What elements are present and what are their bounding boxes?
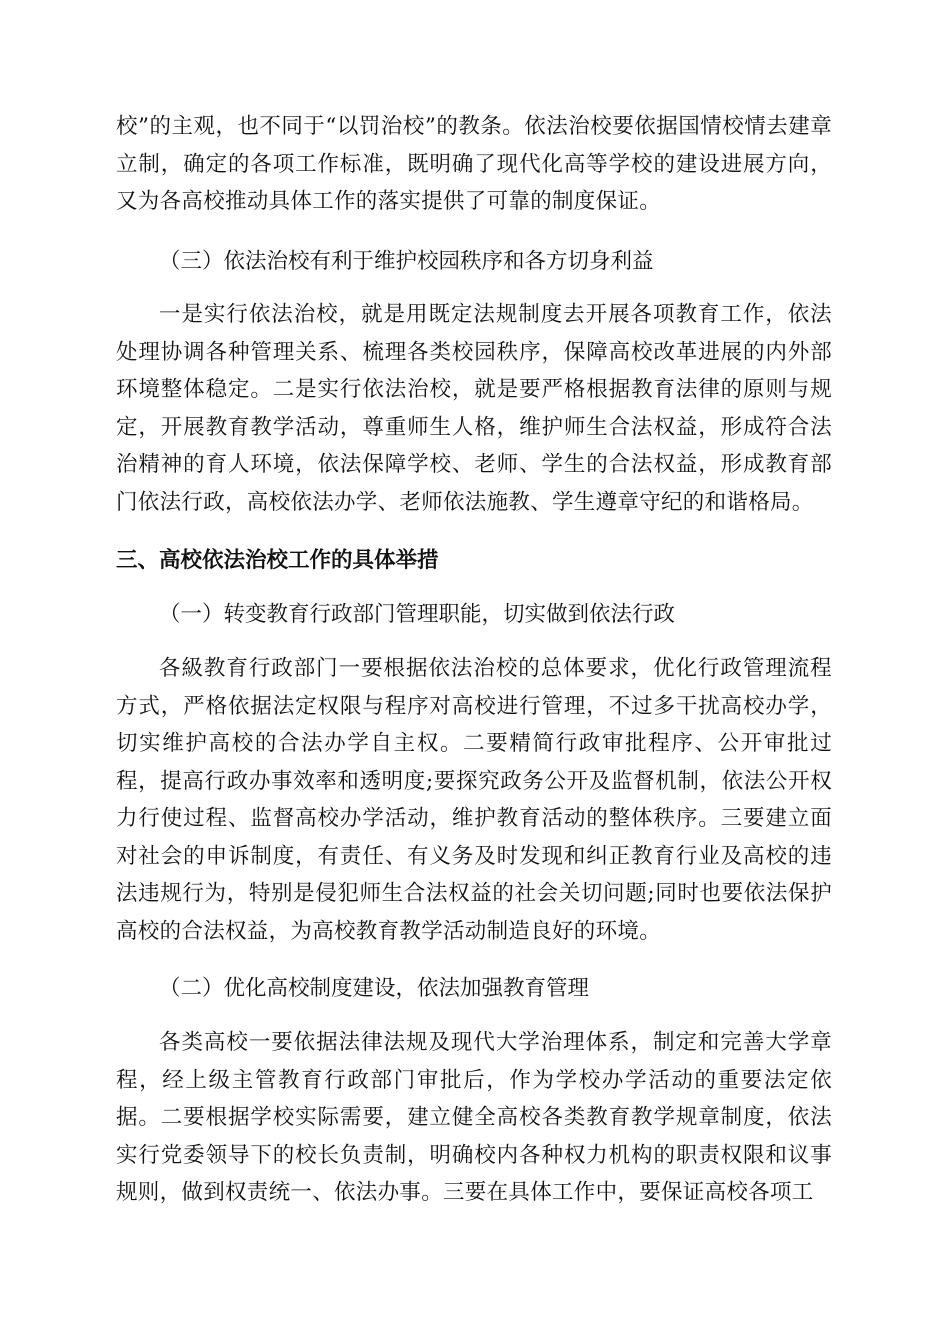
- subheading-1: （一）转变教育行政部门管理职能，切实做到依法行政: [159, 602, 676, 627]
- section-heading: 三、高校依法治校工作的具体举措: [116, 548, 439, 573]
- subheading-2: （二）优化高校制度建设，依法加强教育管理: [159, 976, 590, 1001]
- paragraph-continuation: 校”的主观，也不同于“以罚治校”的教条。依法治校要依据国情校情去建章立制，确定的各项工作标准，既明确了现代化高等学校的建设进展方向，又为各高校推动具体工作的落实提供了可靠的制度保证。: [116, 114, 832, 214]
- paragraph-3: 一是实行依法治校，就是用既定法规制度去开展各项教育工作，依法处理协调各种管理关系、梳理各类校园秩序，保障高校改革进展的内外部环境整体稳定。二是实行依法治校，就是要严格根据教育法律的原则与规定，开展教育教学活动，尊重师生人格，维护师生合法权益，形成符合法治精神的育人环境，依法保障学校、老师、学生的合法权益，形成教育部门依法行政，高校依法办学、老师依法施教、学生遵章守纪的和谐格局。: [116, 302, 832, 515]
- paragraph-2: 各类高校一要依据法律法规及现代大学治理体系，制定和完善大学章程，经上级主管教育行政部门审批后，作为学校办学活动的重要法定依据。二要根据学校实际需要，建立健全高校各类教育教学规章制度，依法实行党委领导下的校长负责制，明确校内各种权力机构的职责权限和议事规则，做到权责统一、依法办事。三要在具体工作中，要保证高校各项工: [116, 1030, 832, 1205]
- subheading-3: （三）依法治校有利于维护校园秩序和各方切身利益: [159, 249, 654, 274]
- paragraph-1: 各級教育行政部门一要根据依法治校的总体要求，优化行政管理流程方式，严格依据法定权限与程序对高校进行管理，不过多干扰高校办学，切实维护高校的合法办学自主权。二要精简行政审批程序、公开审批过程，提高行政办事效率和透明度;要探究政务公开及监督机制，依法公开权力行使过程、监督高校办学活动，维护教育活动的整体秩序。三要建立面对社会的申诉制度，有责任、有义务及时发现和纠正教育行业及高校的违法违规行为，特别是侵犯师生合法权益的社会关切问题;同时也要依法保护高校的合法权益，为高校教育教学活动制造良好的环境。: [116, 656, 832, 944]
